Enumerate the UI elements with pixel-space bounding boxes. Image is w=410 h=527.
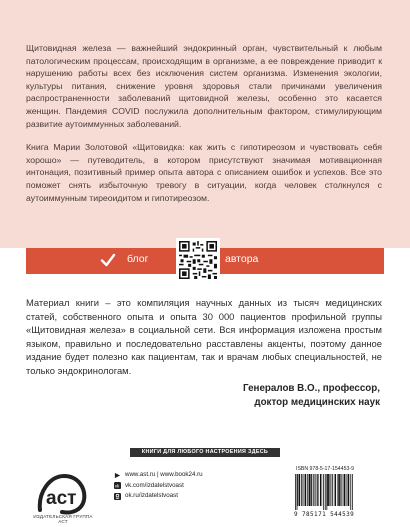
barcode-bar <box>348 474 350 506</box>
link-vk-text: vk.com/izdatelstvoast <box>125 481 184 489</box>
barcode-bar <box>335 474 336 506</box>
barcode-bar <box>340 474 341 506</box>
barcode-bar <box>299 474 301 506</box>
publisher-name: ИЗДАТЕЛЬСКАЯ ГРУППА АСТ <box>33 514 93 524</box>
link-item-ok[interactable] <box>114 491 203 502</box>
barcode-bar <box>313 474 314 506</box>
barcode-bar <box>295 474 296 510</box>
barcode <box>294 474 374 510</box>
vk-icon <box>114 482 121 489</box>
link-website-text: www.ast.ru | www.book24.ru <box>125 471 203 478</box>
review-signature <box>243 382 380 410</box>
barcode-bar <box>332 474 333 506</box>
barcode-bar <box>352 474 353 510</box>
barcode-bar <box>297 474 298 510</box>
barcode-bar <box>297 474 298 506</box>
barcode-bar <box>347 474 348 506</box>
globe-icon <box>114 472 121 479</box>
signature-line-1: Генералов В.О., профессор, <box>243 383 380 394</box>
banner-blog-label: блог <box>127 253 149 265</box>
barcode-bar <box>320 474 321 506</box>
barcode-bar <box>323 474 324 510</box>
publisher-links <box>114 470 203 502</box>
barcode-bar <box>344 474 346 506</box>
check-icon <box>100 252 116 268</box>
barcode-bar <box>327 474 329 506</box>
barcode-bar <box>350 474 351 510</box>
annotation-paragraph-2: Книга Марии Золотовой «Щитовидка: как жить с гипотиреозом и чувствовать себя хорошо» — путеводитель, в котором присутствуют значимая мотивационная интонация, позитивный пример опыта автора с описанием ошибок и успехов. Все это поможет снять избыточную тревогу в ситуации, когда человек столкнулся с аутоиммунным тиреоидитом и гипотиреозом. <box>26 142 382 203</box>
signature-line-2: доктор медицинских наук <box>254 397 380 408</box>
barcode-bar <box>338 474 340 506</box>
qr-code[interactable] <box>176 238 220 282</box>
link-item-website[interactable] <box>114 470 203 481</box>
barcode-bar <box>322 474 323 506</box>
banner-author-label: автора <box>225 253 259 265</box>
isbn-label: ISBN 978-5-17-154453-9 <box>296 466 354 472</box>
publisher-tagline: КНИГИ ДЛЯ ЛЮБОГО НАСТРОЕНИЯ ЗДЕСЬ <box>130 448 280 457</box>
svg-text:vk: vk <box>114 483 120 489</box>
barcode-bar <box>315 474 316 506</box>
barcode-bar <box>305 474 307 506</box>
barcode-bar <box>325 474 326 510</box>
qr-code-icon <box>179 241 217 279</box>
barcode-bar <box>303 474 304 506</box>
barcode-bar <box>318 474 319 506</box>
barcode-bar <box>301 474 302 506</box>
ast-logo-text: аст <box>46 488 77 509</box>
barcode-bar <box>326 474 327 510</box>
annotation-text <box>26 42 382 215</box>
review-text: Материал книги – это компиляция научных данных из тысяч медицинских статей, собственного опыта и опыта 30 000 пациентов профильной группы «Щитовидная железа» в социальной сети. Вся информация изложена простым языком, правильно и последовательно расставлены акценты, поэтому данное издание будет полезно как пациентам, так и врачам любых специальностей, не только эндокринологам. <box>26 297 382 376</box>
ok-icon <box>114 493 121 500</box>
barcode-bar <box>334 474 335 506</box>
barcode-bar <box>317 474 318 506</box>
barcode-number: 9 785171 544539 <box>294 511 355 518</box>
link-item-vk[interactable] <box>114 481 203 492</box>
barcode-bar <box>337 474 338 506</box>
barcode-bar <box>311 474 312 506</box>
barcode-bar <box>329 474 330 506</box>
barcode-bar <box>307 474 308 506</box>
barcode-bar <box>343 474 344 506</box>
ast-logo-icon <box>34 470 90 516</box>
link-ok-text: ok.ru/izdatelstvoast <box>125 492 178 499</box>
annotation-paragraph-1: Щитовидная железа — важнейший эндокринный орган, чувствительный к любым патологическим процессам, происходящим в организме, а ее повреждение приводит к нарушению работы всех без исключения систем организма. Изменения экологии, культуры питания, снижение уровня здоровья стали причинами увеличения распространенности заболеваний щитовидной железы, особенно это касается женщин. Пандемия COVID послужила дополнительным фактором, стимулирующим развитие аутоиммунных заболеваний. <box>26 43 382 129</box>
barcode-bar <box>309 474 311 506</box>
